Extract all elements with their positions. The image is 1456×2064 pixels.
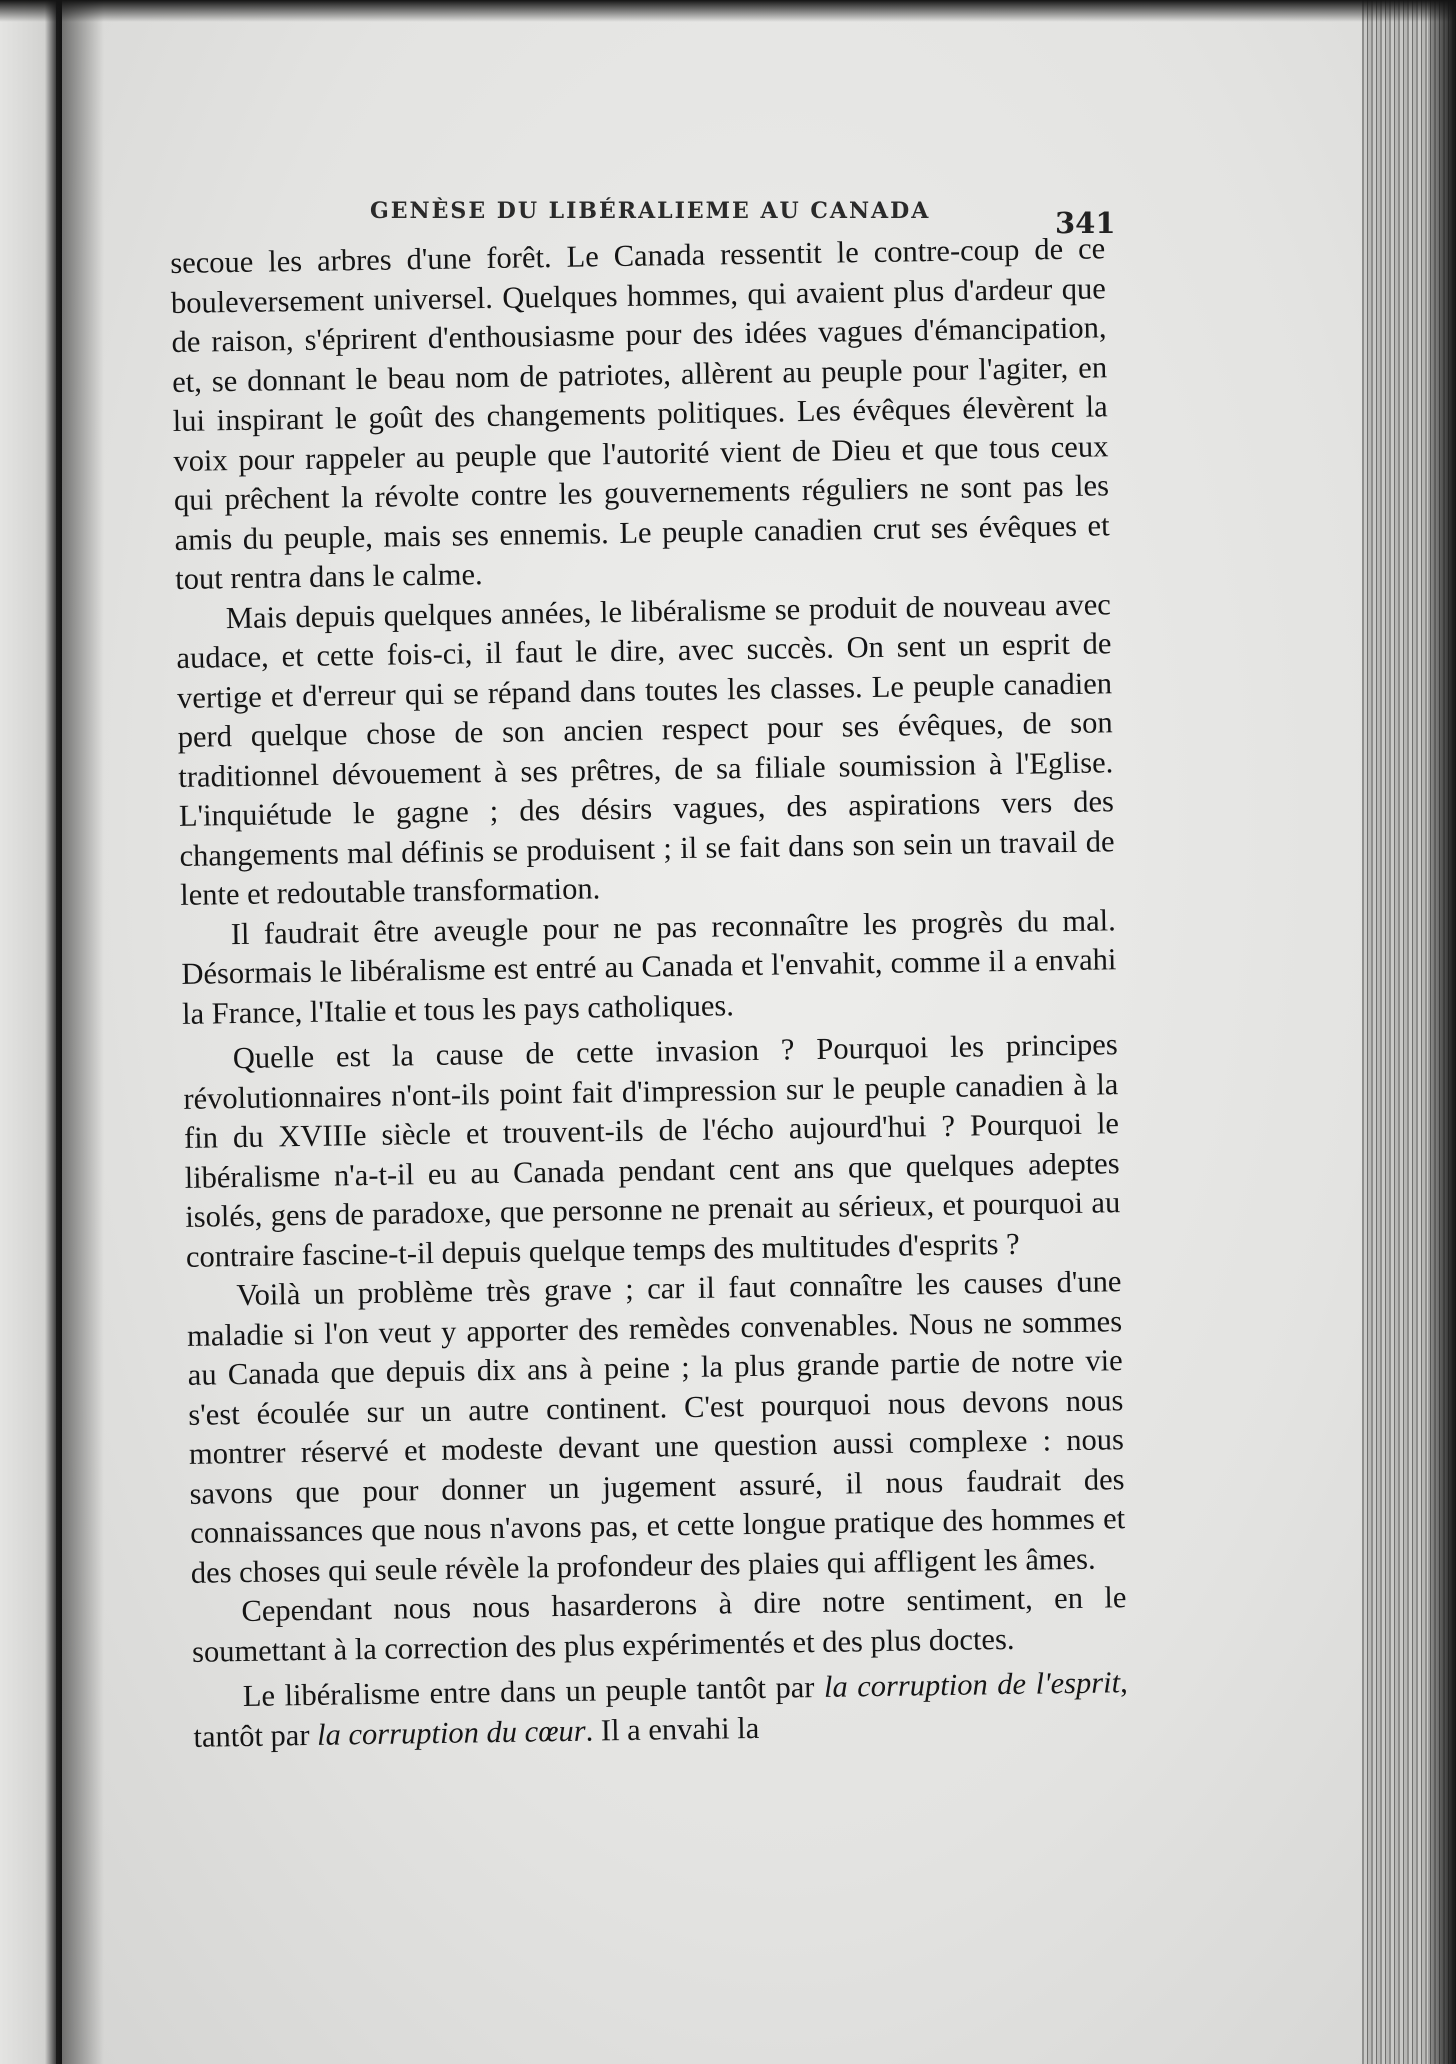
paragraph-3: Il faudrait être aveugle pour ne pas reconnaître les progrès du mal. Désormais le libéralisme est entré au Canada et l'envahit, comme il a envahi la France, l'Italie et tous les pays catholiques. <box>181 902 1117 1031</box>
paragraph-4: Quelle est la cause de cette invasion ? Pourquoi les principes révolutionnaires n'ont-ils point fait d'impression sur le peuple canadien à la fin du XVIIIe siècle et trouvent-ils de l'écho aujourd'hui ? Pourquoi le libéralisme n'a-t-il eu au Canada pendant cent ans que quelques adeptes isolés, gens de paradoxe, que personne ne prenait au sérieux, et pourquoi au contraire fascine-t-il depuis quelque temps des multitudes d'esprits ? <box>183 1027 1121 1274</box>
paragraph-7-start: Le libéralisme entre dans un peuple tantôt par <box>242 1669 825 1714</box>
page-number: 341 <box>1055 206 1116 240</box>
paragraph-1: secoue les arbres d'une forêt. Le Canada ressentit le contre-coup de ce bouleversement universel. Quelques hommes, qui avaient plus d'ardeur que de raison, s'éprirent d'enthousiasme pour des idées vagues d'émancipation, et, se donnant le beau nom de patriotes, allèrent au peuple pour l'agiter, en lui inspirant le goût des changements politiques. Les évêques élevèrent la voix pour rappeler au peuple que l'autorité vient de Dieu et que tous ceux qui prêchent la révolte contre les gouvernements réguliers ne sont pas les amis du peuple, mais ses ennemis. Le peuple canadien crut ses évêques et tout rentra dans le calme. <box>170 231 1110 596</box>
paragraph-6: Cependant nous nous hasarderons à dire notre sentiment, en le soumettant à la correction des plus expérimentés et des plus doctes. <box>191 1580 1127 1669</box>
italic-phrase-1: la corruption de l'esprit <box>823 1665 1121 1704</box>
top-shadow <box>0 0 1456 22</box>
paragraph-7-end: . Il a envahi la <box>585 1710 760 1748</box>
paragraph-7-middle: , tantôt par <box>193 1665 1128 1754</box>
body-text <box>170 229 1129 1756</box>
left-page-edge <box>0 0 64 2064</box>
running-header: GENÈSE DU LIBÉRALIEME AU CANADA <box>370 198 931 224</box>
paragraph-7 <box>193 1663 1129 1757</box>
italic-phrase-2: la corruption du cœur <box>316 1713 586 1752</box>
paragraph-5: Voilà un problème très grave ; car il faut connaître les causes d'une maladie si l'on veut y apporter des remèdes convenables. Nous ne sommes au Canada que depuis dix ans à peine ; la plus grande partie de notre vie s'est écoulée sur un autre continent. C'est pourquoi nous devons nous montrer réservé et modeste devant une question aussi complexe : nous savons que pour donner un jugement assuré, il nous faudrait des connaissances que nous n'avons pas, et cette longue pratique des hommes et des choses qui seule révèle la profondeur des plaies qui affligent les âmes. <box>186 1264 1126 1590</box>
gutter-shadow <box>56 0 104 2064</box>
page-edge-stack <box>1362 0 1456 2064</box>
paragraph-2: Mais depuis quelques années, le libéralisme se produit de nouveau avec audace, et cette fois-ci, il faut le dire, avec succès. On sent un esprit de vertige et d'erreur qui se répand dans toutes les classes. Le peuple canadien perd quelque chose de son ancien respect pour ses évêques, de son traditionnel dévouement à ses prêtres, de sa filiale soumission à l'Eglise. L'inquiétude le gagne ; des désirs vagues, des aspirations vers des changements mal définis se produisent ; il se fait dans son sein un travail de lente et redoutable transformation. <box>176 586 1115 912</box>
